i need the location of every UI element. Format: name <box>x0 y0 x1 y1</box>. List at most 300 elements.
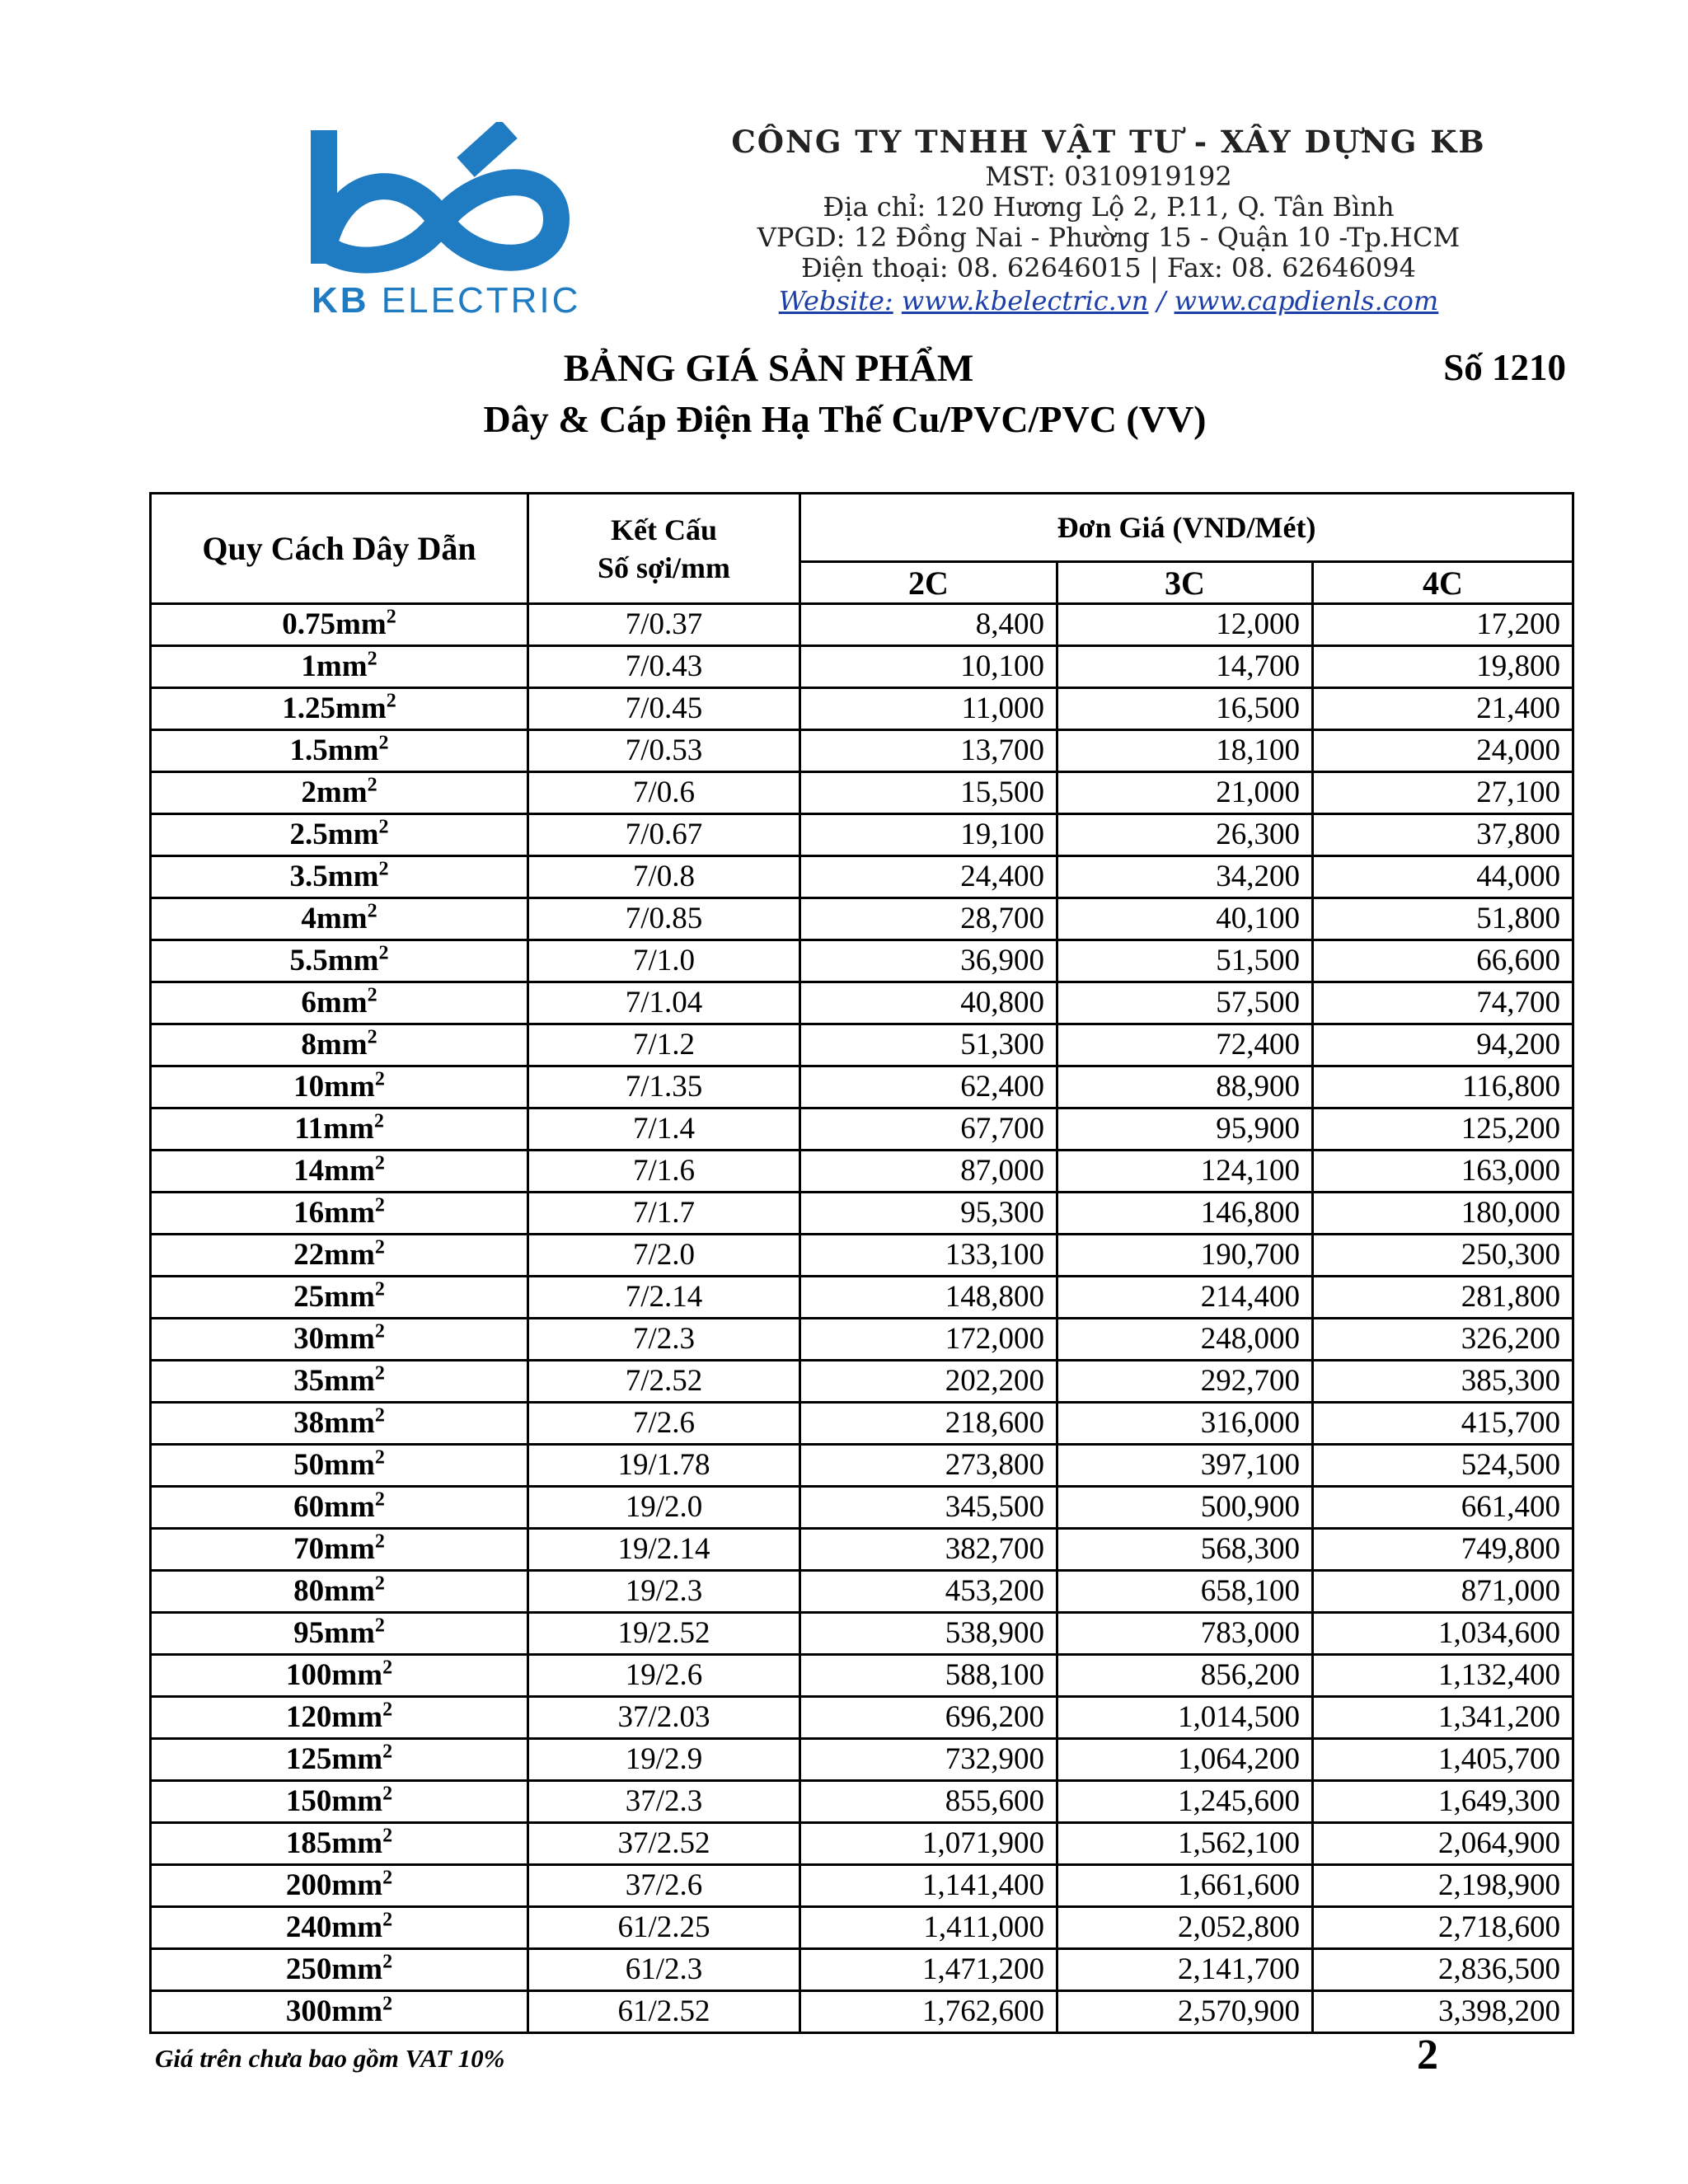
company-websites <box>676 284 1541 318</box>
cell-spec-unit: mm <box>331 1868 383 1902</box>
table-row <box>151 1991 1573 2033</box>
cell-price-2c: 95,300 <box>800 1193 1057 1235</box>
cell-price-3c: 26,300 <box>1057 814 1313 856</box>
cell-spec-size: 100 <box>285 1658 332 1692</box>
cell-price-3c: 248,000 <box>1057 1319 1313 1361</box>
cell-spec-size: 125 <box>285 1742 332 1776</box>
cell-spec-exponent: 2 <box>382 1825 393 1847</box>
cell-price-4c: 749,800 <box>1313 1529 1573 1571</box>
cell-price-4c: 326,200 <box>1313 1319 1573 1361</box>
cell-spec-exponent: 2 <box>367 900 377 922</box>
cell-price-2c: 8,400 <box>800 604 1057 646</box>
cell-spec-size: 240 <box>285 1910 332 1944</box>
cell-structure: 61/2.52 <box>528 1991 800 2033</box>
cell-spec-unit: mm <box>331 1994 383 2028</box>
company-info <box>676 122 1541 318</box>
cell-spec-exponent: 2 <box>382 1909 393 1931</box>
cell-price-3c: 1,562,100 <box>1057 1823 1313 1865</box>
cell-spec <box>151 814 528 856</box>
table-row <box>151 1613 1573 1655</box>
cell-spec <box>151 1445 528 1487</box>
cell-price-3c: 16,500 <box>1057 688 1313 730</box>
cell-price-2c: 67,700 <box>800 1108 1057 1151</box>
cell-spec <box>151 1024 528 1066</box>
cell-spec-unit: mm <box>324 1280 375 1314</box>
cell-price-2c: 538,900 <box>800 1613 1057 1655</box>
cell-price-2c: 1,471,200 <box>800 1949 1057 1991</box>
cell-spec-exponent: 2 <box>374 1278 385 1301</box>
cell-price-4c: 24,000 <box>1313 730 1573 772</box>
cell-price-4c: 415,700 <box>1313 1403 1573 1445</box>
cell-price-3c: 856,200 <box>1057 1655 1313 1697</box>
cell-price-3c: 397,100 <box>1057 1445 1313 1487</box>
document-title: BẢNG GIÁ SẢN PHẨM <box>563 347 974 390</box>
cell-spec <box>151 646 528 688</box>
header-4c: 4C <box>1313 562 1573 604</box>
cell-structure: 19/2.6 <box>528 1655 800 1697</box>
cell-spec-size: 35 <box>293 1364 325 1398</box>
cell-price-4c: 180,000 <box>1313 1193 1573 1235</box>
cell-structure: 7/0.45 <box>528 688 800 730</box>
cell-structure: 7/1.0 <box>528 940 800 982</box>
cell-price-4c: 1,405,700 <box>1313 1739 1573 1781</box>
cell-price-2c: 588,100 <box>800 1655 1057 1697</box>
cell-spec-size: 60 <box>293 1490 325 1524</box>
cell-structure: 19/2.14 <box>528 1529 800 1571</box>
cell-spec-unit: mm <box>331 1784 383 1818</box>
cell-spec-exponent: 2 <box>367 774 377 796</box>
cell-spec <box>151 1697 528 1739</box>
cell-spec-unit: mm <box>327 860 379 893</box>
cell-spec-unit: mm <box>327 733 379 767</box>
cell-price-3c: 1,064,200 <box>1057 1739 1313 1781</box>
price-table-body <box>151 604 1573 2033</box>
cell-price-3c: 21,000 <box>1057 772 1313 814</box>
company-office: VPGD: 12 Đồng Nai - Phường 15 - Quận 10 -Tp.HCM <box>757 222 1461 253</box>
cell-price-2c: 202,200 <box>800 1361 1057 1403</box>
cell-price-4c: 1,132,400 <box>1313 1655 1573 1697</box>
cell-price-4c: 3,398,200 <box>1313 1991 1573 2033</box>
cell-spec-size: 8 <box>301 1028 316 1062</box>
cell-price-4c: 1,034,600 <box>1313 1613 1573 1655</box>
table-row <box>151 898 1573 940</box>
cell-spec-size: 5.5 <box>289 944 328 977</box>
cell-spec-unit: mm <box>327 944 379 977</box>
cell-price-4c: 27,100 <box>1313 772 1573 814</box>
cell-spec <box>151 1277 528 1319</box>
cell-price-4c: 871,000 <box>1313 1571 1573 1613</box>
table-row <box>151 1403 1573 1445</box>
cell-price-4c: 66,600 <box>1313 940 1573 982</box>
cell-spec-unit: mm <box>335 607 387 641</box>
website-separator: / <box>1156 285 1166 316</box>
cell-spec-exponent: 2 <box>374 1530 385 1553</box>
cell-price-2c: 453,200 <box>800 1571 1057 1613</box>
cell-spec-unit: mm <box>324 1616 375 1650</box>
header-spec: Quy Cách Dây Dẫn <box>151 494 528 604</box>
cell-spec-size: 250 <box>285 1952 332 1986</box>
cell-spec-size: 80 <box>293 1574 325 1608</box>
cell-spec-unit: mm <box>323 1112 374 1146</box>
table-row <box>151 1319 1573 1361</box>
cell-spec <box>151 1781 528 1823</box>
cell-price-3c: 1,245,600 <box>1057 1781 1313 1823</box>
table-row <box>151 772 1573 814</box>
cell-price-4c: 51,800 <box>1313 898 1573 940</box>
cell-price-2c: 696,200 <box>800 1697 1057 1739</box>
cell-spec-exponent: 2 <box>378 942 389 964</box>
cell-structure: 7/0.37 <box>528 604 800 646</box>
cell-price-2c: 13,700 <box>800 730 1057 772</box>
table-row <box>151 1151 1573 1193</box>
cell-price-4c: 163,000 <box>1313 1151 1573 1193</box>
cell-spec <box>151 856 528 898</box>
cell-price-2c: 62,400 <box>800 1066 1057 1108</box>
cell-spec-unit: mm <box>324 1070 375 1104</box>
cell-price-4c: 17,200 <box>1313 604 1573 646</box>
header-structure <box>528 494 800 604</box>
cell-spec <box>151 1907 528 1949</box>
cell-spec <box>151 1193 528 1235</box>
cell-structure: 7/2.3 <box>528 1319 800 1361</box>
table-row <box>151 730 1573 772</box>
cell-spec <box>151 1739 528 1781</box>
cell-price-2c: 855,600 <box>800 1781 1057 1823</box>
cell-spec-unit: mm <box>324 1196 375 1230</box>
cell-price-3c: 568,300 <box>1057 1529 1313 1571</box>
document-subtitle: Dây & Cáp Điện Hạ Thế Cu/PVC/PVC (VV) <box>483 398 1207 440</box>
cell-price-2c: 148,800 <box>800 1277 1057 1319</box>
cell-structure: 19/2.3 <box>528 1571 800 1613</box>
vat-note: Giá trên chưa bao gồm VAT 10% <box>155 2044 505 2073</box>
cell-price-2c: 19,100 <box>800 814 1057 856</box>
cell-price-4c: 1,649,300 <box>1313 1781 1573 1823</box>
table-row <box>151 1739 1573 1781</box>
cell-spec-size: 185 <box>285 1826 332 1860</box>
cell-price-4c: 37,800 <box>1313 814 1573 856</box>
cell-spec-unit: mm <box>316 649 368 683</box>
cell-spec-exponent: 2 <box>367 984 377 1006</box>
cell-spec-unit: mm <box>324 1238 375 1272</box>
table-row <box>151 1865 1573 1907</box>
table-row <box>151 1277 1573 1319</box>
cell-spec-size: 120 <box>285 1700 332 1734</box>
cell-spec-size: 22 <box>293 1238 325 1272</box>
cell-spec-unit: mm <box>331 1658 383 1692</box>
table-row <box>151 1024 1573 1066</box>
cell-spec-unit: mm <box>331 1700 383 1734</box>
cell-price-3c: 783,000 <box>1057 1613 1313 1655</box>
cell-spec <box>151 1613 528 1655</box>
cell-price-4c: 385,300 <box>1313 1361 1573 1403</box>
cell-price-2c: 28,700 <box>800 898 1057 940</box>
table-row <box>151 856 1573 898</box>
cell-price-2c: 1,071,900 <box>800 1823 1057 1865</box>
cell-price-3c: 292,700 <box>1057 1361 1313 1403</box>
cell-spec-size: 10 <box>293 1070 325 1104</box>
cell-structure: 7/1.35 <box>528 1066 800 1108</box>
cell-price-3c: 34,200 <box>1057 856 1313 898</box>
table-row <box>151 1571 1573 1613</box>
cell-price-4c: 44,000 <box>1313 856 1573 898</box>
cell-price-4c: 2,064,900 <box>1313 1823 1573 1865</box>
cell-spec-exponent: 2 <box>382 1867 393 1889</box>
cell-spec-unit: mm <box>324 1574 375 1608</box>
cell-price-4c: 250,300 <box>1313 1235 1573 1277</box>
cell-spec-exponent: 2 <box>382 1993 393 2015</box>
cell-spec <box>151 940 528 982</box>
cell-price-3c: 40,100 <box>1057 898 1313 940</box>
header-2c: 2C <box>800 562 1057 604</box>
cell-spec-unit: mm <box>324 1490 375 1524</box>
cell-structure: 61/2.25 <box>528 1907 800 1949</box>
table-row <box>151 1108 1573 1151</box>
cell-spec-size: 14 <box>293 1154 325 1188</box>
cell-spec-exponent: 2 <box>386 606 396 628</box>
cell-price-4c: 19,800 <box>1313 646 1573 688</box>
table-row <box>151 1655 1573 1697</box>
cell-structure: 7/1.04 <box>528 982 800 1024</box>
cell-spec <box>151 1991 528 2033</box>
cell-spec-size: 30 <box>293 1322 325 1356</box>
cell-structure: 19/2.0 <box>528 1487 800 1529</box>
cell-price-2c: 1,411,000 <box>800 1907 1057 1949</box>
cell-spec-size: 1 <box>301 649 316 683</box>
cell-spec <box>151 1235 528 1277</box>
cell-spec-size: 3.5 <box>289 860 328 893</box>
table-row <box>151 1361 1573 1403</box>
cell-spec-unit: mm <box>324 1406 375 1440</box>
cell-spec <box>151 1151 528 1193</box>
cell-spec-exponent: 2 <box>382 1657 393 1679</box>
cell-spec-unit: mm <box>331 1910 383 1944</box>
cell-spec <box>151 772 528 814</box>
cell-spec-unit: mm <box>324 1154 375 1188</box>
price-table <box>149 492 1574 2034</box>
cell-spec <box>151 982 528 1024</box>
cell-price-3c: 51,500 <box>1057 940 1313 982</box>
cell-spec-exponent: 2 <box>382 1741 393 1763</box>
cell-spec-unit: mm <box>335 691 387 725</box>
header-structure-line1: Kết Cấu <box>611 513 717 546</box>
cell-spec-exponent: 2 <box>382 1699 393 1721</box>
cell-spec-exponent: 2 <box>382 1783 393 1805</box>
cell-price-3c: 1,014,500 <box>1057 1697 1313 1739</box>
cell-price-4c: 2,198,900 <box>1313 1865 1573 1907</box>
table-row <box>151 688 1573 730</box>
cell-price-2c: 133,100 <box>800 1235 1057 1277</box>
table-row <box>151 1781 1573 1823</box>
cell-spec-exponent: 2 <box>374 1194 385 1216</box>
cell-structure: 19/1.78 <box>528 1445 800 1487</box>
cell-spec <box>151 1361 528 1403</box>
cell-spec-unit: mm <box>331 1826 383 1860</box>
table-row <box>151 1235 1573 1277</box>
cell-spec <box>151 1487 528 1529</box>
cell-price-2c: 273,800 <box>800 1445 1057 1487</box>
cell-spec-size: 1.25 <box>282 691 336 725</box>
cell-price-4c: 125,200 <box>1313 1108 1573 1151</box>
page-number: 2 <box>1417 2032 1438 2079</box>
cell-spec-exponent: 2 <box>378 732 389 754</box>
table-row <box>151 982 1573 1024</box>
cell-spec-size: 1.5 <box>289 733 328 767</box>
cell-price-2c: 218,600 <box>800 1403 1057 1445</box>
cell-spec-exponent: 2 <box>374 1615 385 1637</box>
cell-spec <box>151 1949 528 1991</box>
cell-spec-exponent: 2 <box>378 816 389 838</box>
cell-price-4c: 2,836,500 <box>1313 1949 1573 1991</box>
cell-price-3c: 72,400 <box>1057 1024 1313 1066</box>
cell-price-3c: 500,900 <box>1057 1487 1313 1529</box>
cell-price-2c: 24,400 <box>800 856 1057 898</box>
cell-spec-unit: mm <box>324 1532 375 1566</box>
cell-spec-exponent: 2 <box>374 1320 385 1343</box>
cell-price-3c: 658,100 <box>1057 1571 1313 1613</box>
cell-spec <box>151 1319 528 1361</box>
company-phone-fax: Điện thoại: 08. 62646015 | Fax: 08. 62646094 <box>801 252 1416 284</box>
cell-structure: 7/1.2 <box>528 1024 800 1066</box>
cell-structure: 61/2.3 <box>528 1949 800 1991</box>
table-row <box>151 1949 1573 1991</box>
cell-spec-size: 16 <box>293 1196 325 1230</box>
cell-price-2c: 1,141,400 <box>800 1865 1057 1907</box>
cell-price-4c: 116,800 <box>1313 1066 1573 1108</box>
cell-structure: 7/0.53 <box>528 730 800 772</box>
header-unit-price: Đơn Giá (VND/Mét) <box>800 494 1573 562</box>
cell-spec-size: 95 <box>293 1616 325 1650</box>
cell-spec-size: 4 <box>301 902 316 935</box>
cell-price-2c: 87,000 <box>800 1151 1057 1193</box>
cell-structure: 7/2.0 <box>528 1235 800 1277</box>
cell-spec-size: 0.75 <box>282 607 336 641</box>
logo-wordmark-kb: KB <box>312 280 369 321</box>
cell-price-4c: 524,500 <box>1313 1445 1573 1487</box>
website-label: Website: <box>778 285 893 316</box>
cell-structure: 7/0.67 <box>528 814 800 856</box>
cell-price-3c: 18,100 <box>1057 730 1313 772</box>
cell-spec-size: 38 <box>293 1406 325 1440</box>
cell-spec-size: 200 <box>285 1868 332 1902</box>
cell-spec-size: 150 <box>285 1784 332 1818</box>
cell-spec <box>151 730 528 772</box>
cell-structure: 19/2.52 <box>528 1613 800 1655</box>
cell-spec-size: 11 <box>294 1112 324 1146</box>
table-row <box>151 1193 1573 1235</box>
cell-spec-exponent: 2 <box>374 1404 385 1427</box>
header-structure-line2: Số sợi/mm <box>598 551 730 584</box>
cell-price-2c: 10,100 <box>800 646 1057 688</box>
cell-spec <box>151 1108 528 1151</box>
document-number: Số 1210 <box>1443 347 1566 388</box>
price-table-header <box>151 494 1573 604</box>
table-row <box>151 1697 1573 1739</box>
cell-spec-size: 50 <box>293 1448 325 1482</box>
website-link-1[interactable]: www.kbelectric.vn <box>901 285 1149 316</box>
cell-spec <box>151 898 528 940</box>
cell-spec-unit: mm <box>324 1322 375 1356</box>
cell-structure: 7/1.7 <box>528 1193 800 1235</box>
cell-price-2c: 51,300 <box>800 1024 1057 1066</box>
cell-structure: 7/2.14 <box>528 1277 800 1319</box>
cell-price-4c: 1,341,200 <box>1313 1697 1573 1739</box>
cell-price-3c: 1,661,600 <box>1057 1865 1313 1907</box>
table-row <box>151 1823 1573 1865</box>
cell-structure: 7/0.43 <box>528 646 800 688</box>
table-row <box>151 1445 1573 1487</box>
table-row <box>151 1487 1573 1529</box>
table-row <box>151 646 1573 688</box>
header-3c: 3C <box>1057 562 1313 604</box>
table-row <box>151 940 1573 982</box>
cell-price-4c: 2,718,600 <box>1313 1907 1573 1949</box>
cell-structure: 19/2.9 <box>528 1739 800 1781</box>
cell-structure: 7/0.8 <box>528 856 800 898</box>
cell-structure: 37/2.03 <box>528 1697 800 1739</box>
cell-spec-exponent: 2 <box>374 1446 385 1469</box>
cell-spec <box>151 604 528 646</box>
company-address: Địa chỉ: 120 Hương Lộ 2, P.11, Q. Tân Bình <box>823 191 1395 223</box>
cell-price-2c: 732,900 <box>800 1739 1057 1781</box>
cell-price-2c: 15,500 <box>800 772 1057 814</box>
cell-spec-exponent: 2 <box>382 1951 393 1973</box>
cell-price-3c: 214,400 <box>1057 1277 1313 1319</box>
cell-spec-size: 2.5 <box>289 818 328 851</box>
cell-spec-exponent: 2 <box>374 1068 385 1090</box>
cell-price-3c: 95,900 <box>1057 1108 1313 1151</box>
table-row <box>151 1066 1573 1108</box>
cell-spec-unit: mm <box>316 776 368 809</box>
cell-price-3c: 2,052,800 <box>1057 1907 1313 1949</box>
cell-price-3c: 316,000 <box>1057 1403 1313 1445</box>
cell-price-2c: 1,762,600 <box>800 1991 1057 2033</box>
cell-spec-exponent: 2 <box>373 1110 384 1132</box>
logo-wordmark-electric: ELECTRIC <box>381 280 581 321</box>
cell-spec-unit: mm <box>316 902 368 935</box>
cell-spec <box>151 688 528 730</box>
cell-spec-exponent: 2 <box>374 1236 385 1258</box>
cell-structure: 37/2.52 <box>528 1823 800 1865</box>
cell-spec-size: 2 <box>301 776 316 809</box>
cell-structure: 37/2.6 <box>528 1865 800 1907</box>
cell-spec-exponent: 2 <box>374 1488 385 1511</box>
cell-price-2c: 36,900 <box>800 940 1057 982</box>
cell-price-2c: 11,000 <box>800 688 1057 730</box>
cell-spec-exponent: 2 <box>374 1572 385 1595</box>
cell-spec-size: 25 <box>293 1280 325 1314</box>
cell-spec-unit: mm <box>331 1742 383 1776</box>
cell-spec-unit: mm <box>324 1448 375 1482</box>
cell-spec-unit: mm <box>331 1952 383 1986</box>
cell-spec-exponent: 2 <box>374 1152 385 1174</box>
cell-spec <box>151 1403 528 1445</box>
cell-price-4c: 661,400 <box>1313 1487 1573 1529</box>
website-link-2[interactable]: www.capdienls.com <box>1174 285 1439 316</box>
cell-structure: 37/2.3 <box>528 1781 800 1823</box>
cell-price-3c: 124,100 <box>1057 1151 1313 1193</box>
cell-price-3c: 2,570,900 <box>1057 1991 1313 2033</box>
table-row <box>151 1529 1573 1571</box>
cell-price-2c: 345,500 <box>800 1487 1057 1529</box>
cell-spec-exponent: 2 <box>367 1026 377 1048</box>
cell-price-3c: 88,900 <box>1057 1066 1313 1108</box>
cell-spec <box>151 1823 528 1865</box>
cell-price-4c: 94,200 <box>1313 1024 1573 1066</box>
cell-structure: 7/0.85 <box>528 898 800 940</box>
table-row <box>151 604 1573 646</box>
company-name: CÔNG TY TNHH VẬT TƯ - XÂY DỰNG KB <box>731 124 1486 160</box>
cell-spec <box>151 1655 528 1697</box>
